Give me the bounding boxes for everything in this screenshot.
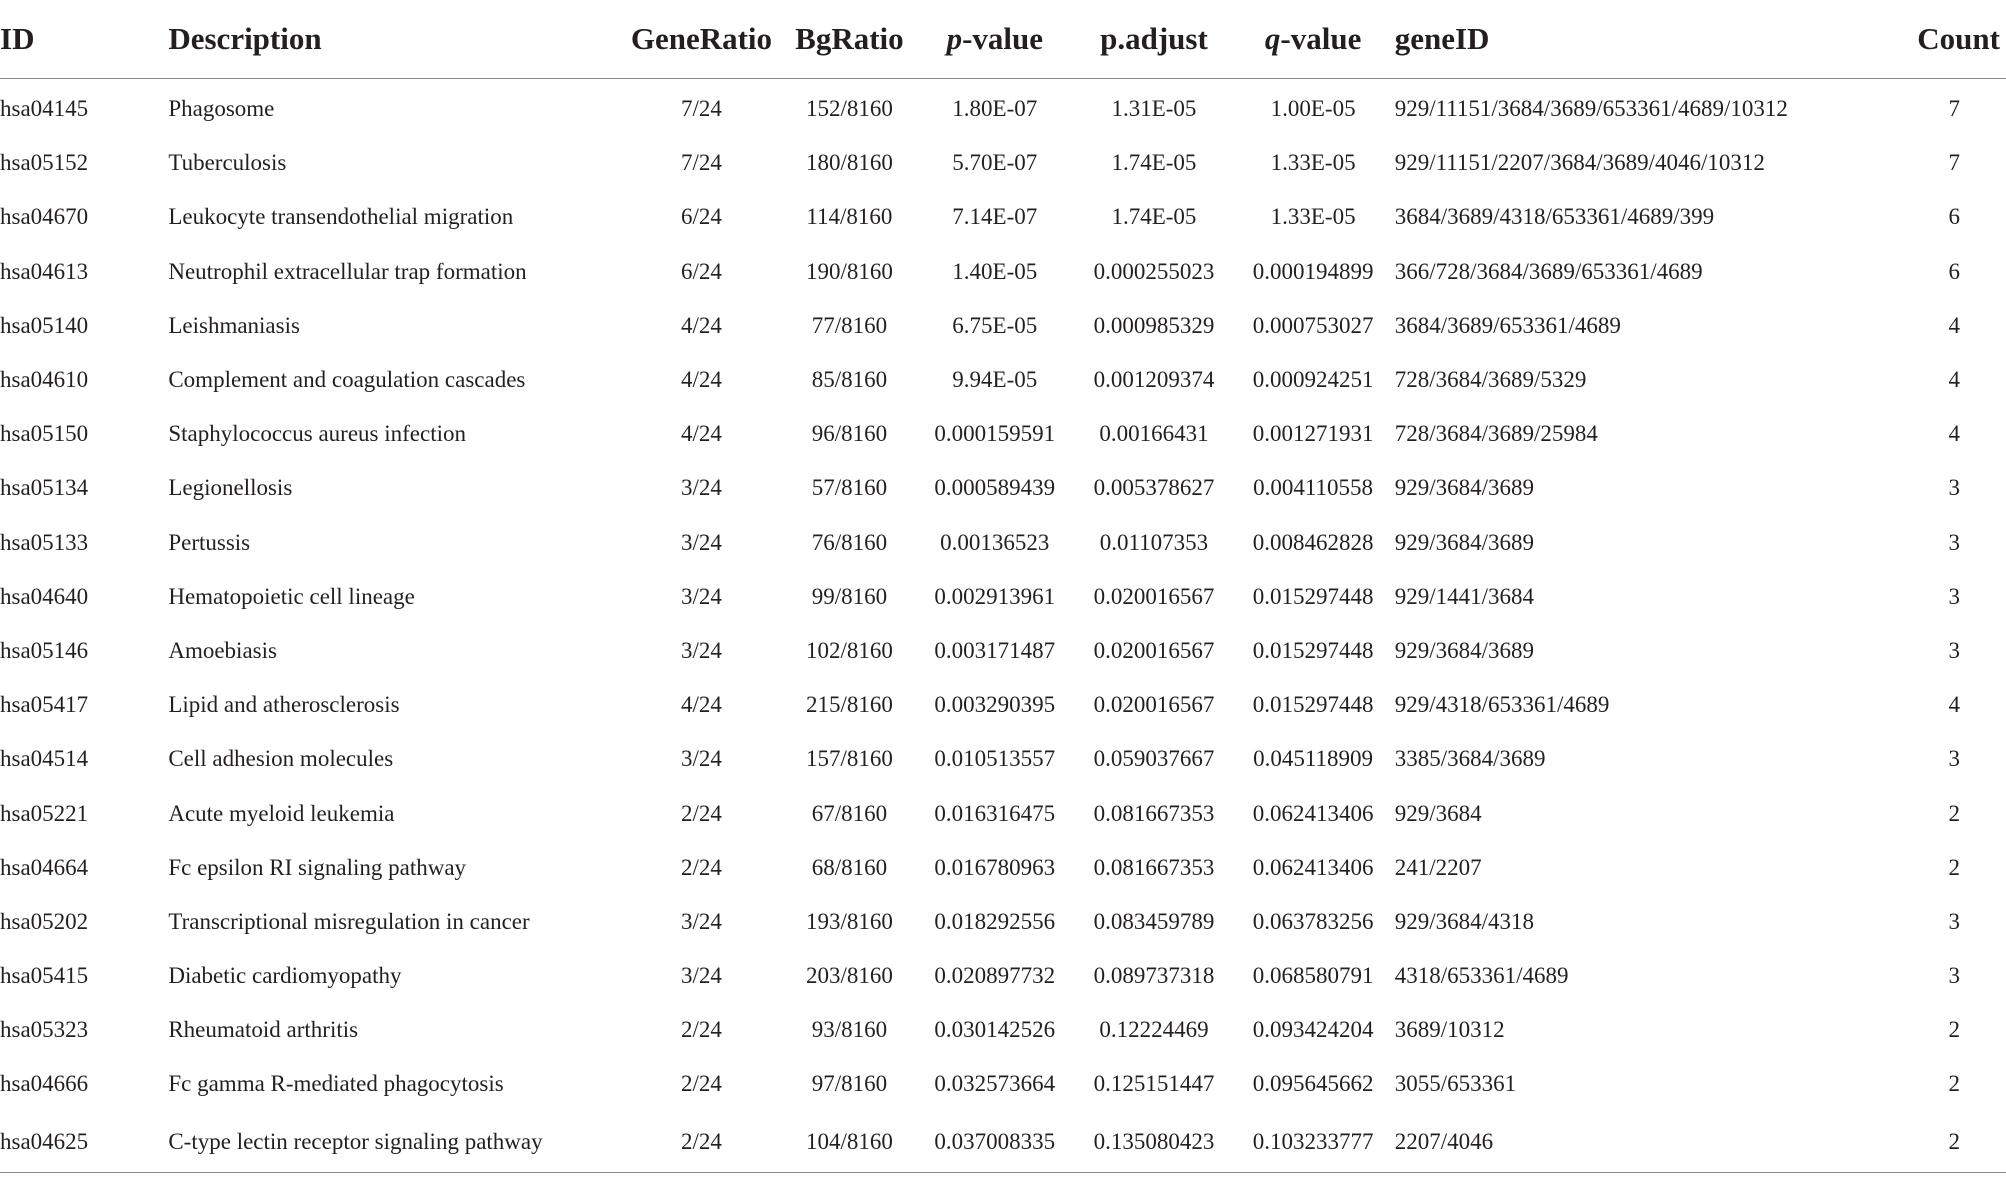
cell-p-adjust: 0.135080423 [1076, 1112, 1231, 1173]
cell-q-value: 0.093424204 [1252, 1017, 1374, 1043]
cell-p-value: 0.020897732 [934, 963, 1056, 989]
cell-p-adjust: 0.01107353 [1099, 529, 1209, 555]
cell-id: hsa05140 [0, 312, 89, 338]
cell-count: 3 [1948, 637, 1960, 663]
cell-count: 4 [1948, 692, 1960, 718]
cell-gene-id: 4318/653361/4689 [1394, 963, 1569, 989]
cell-bg-ratio: 67/8160 [811, 800, 888, 826]
table-row [0, 190, 2006, 244]
cell-p-adjust: 0.081667353 [1093, 854, 1215, 880]
header-gene-id: geneID [1395, 0, 1879, 79]
cell-p-value: 0.000589439 [934, 475, 1056, 501]
cell-p-adjust: 0.125151447 [1093, 1071, 1215, 1097]
cell-id: hsa04640 [0, 583, 89, 609]
cell-bg-ratio: 96/8160 [811, 421, 888, 447]
table-body [0, 79, 2006, 1173]
cell-count: 3 [1948, 529, 1960, 555]
cell-description: Hematopoietic cell lineage [168, 583, 415, 609]
cell-description: Cell adhesion molecules [168, 746, 394, 772]
cell-description: Pertussis [168, 529, 251, 555]
cell-count: 7 [1948, 150, 1960, 176]
header-q-value-rest: -value [1280, 21, 1362, 56]
cell-gene-id: 3055/653361 [1394, 1071, 1517, 1097]
cell-description: Complement and coagulation cascades [168, 367, 526, 393]
cell-p-adjust: 1.74E-05 [1111, 204, 1197, 230]
cell-id: hsa04664 [0, 854, 89, 880]
cell-bg-ratio: 203/8160 [805, 963, 893, 989]
cell-description: Leishmaniasis [168, 312, 300, 338]
cell-description: Fc gamma R-mediated phagocytosis [168, 1071, 504, 1097]
cell-q-value: 0.103233777 [1231, 1112, 1394, 1173]
cell-p-adjust: 0.083459789 [1093, 908, 1215, 934]
cell-count: 4 [1948, 312, 1960, 338]
cell-gene-ratio: 3/24 [681, 583, 722, 609]
cell-p-value: 0.018292556 [934, 908, 1056, 934]
cell-q-value: 0.004110558 [1253, 475, 1374, 501]
cell-bg-ratio: 68/8160 [811, 854, 888, 880]
cell-description: Staphylococcus aureus infection [168, 421, 466, 447]
cell-q-value: 0.015297448 [1252, 637, 1374, 663]
cell-gene-ratio: 2/24 [681, 1017, 722, 1043]
table-row [0, 79, 2006, 137]
cell-q-value: 0.062413406 [1252, 854, 1374, 880]
cell-bg-ratio: 85/8160 [811, 367, 888, 393]
cell-gene-id: 929/3684/3689 [1394, 475, 1535, 501]
cell-bg-ratio: 104/8160 [786, 1112, 914, 1173]
cell-description: Rheumatoid arthritis [168, 1017, 359, 1043]
cell-gene-id: 929/11151/3684/3689/653361/4689/10312 [1394, 96, 1788, 122]
cell-bg-ratio: 93/8160 [811, 1017, 888, 1043]
cell-bg-ratio: 76/8160 [811, 529, 888, 555]
cell-count: 3 [1948, 963, 1960, 989]
cell-id: hsa05133 [0, 529, 89, 555]
cell-p-value: 0.003171487 [934, 637, 1056, 663]
cell-bg-ratio: 102/8160 [805, 637, 893, 663]
cell-p-adjust: 0.089737318 [1093, 963, 1215, 989]
cell-id: hsa05323 [0, 1017, 89, 1043]
cell-p-value: 0.016316475 [934, 800, 1056, 826]
header-gene-ratio: GeneRatio [617, 0, 785, 79]
cell-id: hsa04670 [0, 204, 89, 230]
cell-p-adjust: 0.020016567 [1093, 692, 1215, 718]
cell-bg-ratio: 193/8160 [805, 908, 893, 934]
cell-p-value: 5.70E-07 [952, 150, 1038, 176]
cell-count: 7 [1948, 96, 1960, 122]
cell-gene-id: 728/3684/3689/5329 [1394, 367, 1587, 393]
cell-bg-ratio: 157/8160 [805, 746, 893, 772]
cell-gene-ratio: 6/24 [681, 204, 722, 230]
cell-p-value: 7.14E-07 [952, 204, 1038, 230]
cell-description: Amoebiasis [168, 637, 277, 663]
cell-gene-id: 929/4318/653361/4689 [1394, 692, 1610, 718]
cell-gene-id: 929/3684 [1394, 800, 1482, 826]
cell-id: hsa05415 [0, 963, 89, 989]
cell-gene-id: 728/3684/3689/25984 [1394, 421, 1598, 447]
cell-bg-ratio: 114/8160 [806, 204, 893, 230]
cell-p-value: 0.002913961 [934, 583, 1056, 609]
header-q-value [1231, 0, 1394, 79]
table-row [0, 461, 2006, 515]
cell-bg-ratio: 97/8160 [811, 1071, 888, 1097]
cell-gene-ratio: 7/24 [681, 96, 722, 122]
cell-id: hsa05417 [0, 692, 89, 718]
cell-id: hsa05134 [0, 475, 89, 501]
header-description: Description [168, 0, 617, 79]
cell-description: Fc epsilon RI signaling pathway [168, 854, 467, 880]
cell-q-value: 0.095645662 [1252, 1071, 1374, 1097]
table-row [0, 516, 2006, 570]
cell-gene-ratio: 3/24 [681, 963, 722, 989]
header-bg-ratio: BgRatio [786, 0, 914, 79]
cell-id: hsa05150 [0, 421, 89, 447]
cell-count: 6 [1948, 258, 1960, 284]
cell-bg-ratio: 77/8160 [811, 312, 888, 338]
cell-description: Legionellosis [168, 475, 293, 501]
table-row [0, 949, 2006, 1003]
cell-id: hsa04145 [0, 96, 89, 122]
header-q-value-italic: q [1264, 21, 1281, 56]
cell-gene-ratio: 6/24 [681, 258, 722, 284]
cell-q-value: 0.063783256 [1252, 908, 1374, 934]
cell-gene-ratio: 2/24 [617, 1112, 785, 1173]
cell-description: Tuberculosis [168, 150, 287, 176]
cell-q-value: 0.000753027 [1252, 312, 1374, 338]
cell-gene-ratio: 4/24 [681, 692, 722, 718]
table-row [0, 299, 2006, 353]
cell-p-value: 1.80E-07 [952, 96, 1038, 122]
cell-p-value: 6.75E-05 [952, 312, 1038, 338]
cell-count: 6 [1948, 204, 1960, 230]
cell-gene-id: 929/3684/4318 [1394, 908, 1535, 934]
cell-q-value: 0.015297448 [1252, 692, 1374, 718]
header-p-value [913, 0, 1076, 79]
cell-p-adjust: 0.12224469 [1099, 1017, 1209, 1043]
cell-p-value: 0.003290395 [934, 692, 1056, 718]
table-row [0, 841, 2006, 895]
cell-q-value: 0.045118909 [1253, 746, 1374, 772]
table-row [0, 786, 2006, 840]
cell-p-value: 1.40E-05 [952, 258, 1038, 284]
table-row [0, 136, 2006, 190]
cell-gene-id: 241/2207 [1394, 854, 1482, 880]
cell-gene-id: 3689/10312 [1394, 1017, 1505, 1043]
cell-gene-id: 366/728/3684/3689/653361/4689 [1394, 258, 1703, 284]
cell-q-value: 1.33E-05 [1270, 204, 1356, 230]
header-count: Count [1878, 0, 2006, 79]
cell-gene-id: 929/3684/3689 [1394, 637, 1535, 663]
cell-count: 2 [1948, 1071, 1960, 1097]
cell-gene-id: 2207/4046 [1395, 1112, 1879, 1173]
cell-gene-id: 3684/3689/653361/4689 [1394, 312, 1621, 338]
cell-q-value: 0.008462828 [1252, 529, 1374, 555]
header-row [0, 0, 2006, 79]
cell-gene-ratio: 3/24 [681, 637, 722, 663]
cell-gene-id: 929/1441/3684 [1394, 583, 1535, 609]
cell-description: Neutrophil extracellular trap formation [168, 258, 527, 284]
cell-count: 2 [1948, 1017, 1960, 1043]
cell-description: Leukocyte transendothelial migration [168, 204, 514, 230]
cell-p-adjust: 0.000255023 [1093, 258, 1215, 284]
cell-p-value: 0.016780963 [934, 854, 1056, 880]
cell-bg-ratio: 99/8160 [811, 583, 888, 609]
cell-gene-id: 3385/3684/3689 [1394, 746, 1546, 772]
table-row [0, 1003, 2006, 1057]
cell-p-adjust: 0.020016567 [1093, 637, 1215, 663]
cell-id: hsa04666 [0, 1071, 89, 1097]
cell-p-adjust: 0.081667353 [1093, 800, 1215, 826]
cell-p-value: 0.032573664 [934, 1071, 1056, 1097]
cell-description: Lipid and atherosclerosis [168, 692, 400, 718]
cell-id: hsa05202 [0, 908, 89, 934]
cell-description: Transcriptional misregulation in cancer [168, 908, 530, 934]
cell-id: hsa04613 [0, 258, 89, 284]
cell-count: 3 [1948, 475, 1960, 501]
cell-description: Acute myeloid leukemia [168, 800, 395, 826]
cell-p-value: 0.030142526 [934, 1017, 1056, 1043]
cell-count: 4 [1948, 367, 1960, 393]
header-p-value-rest: -value [962, 21, 1043, 56]
cell-p-value: 9.94E-05 [952, 367, 1038, 393]
cell-id: hsa04625 [0, 1112, 168, 1173]
table-row [0, 678, 2006, 732]
cell-id: hsa04514 [0, 746, 89, 772]
table-row [0, 245, 2006, 299]
cell-description: Phagosome [168, 96, 275, 122]
header-p-value-italic: p [946, 21, 963, 56]
cell-gene-id: 929/11151/2207/3684/3689/4046/10312 [1394, 150, 1765, 176]
cell-p-value: 0.00136523 [940, 529, 1050, 555]
cell-gene-ratio: 2/24 [681, 800, 722, 826]
table-row [0, 624, 2006, 678]
cell-bg-ratio: 57/8160 [811, 475, 888, 501]
cell-p-adjust: 0.000985329 [1093, 312, 1215, 338]
cell-description: C-type lectin receptor signaling pathway [168, 1112, 617, 1173]
cell-count: 4 [1948, 421, 1960, 447]
table-row [0, 1057, 2006, 1111]
cell-gene-ratio: 3/24 [681, 746, 722, 772]
table-row [0, 570, 2006, 624]
cell-description: Diabetic cardiomyopathy [168, 963, 402, 989]
cell-p-value: 0.000159591 [934, 421, 1056, 447]
cell-gene-ratio: 7/24 [681, 150, 722, 176]
cell-gene-ratio: 3/24 [681, 475, 722, 501]
cell-q-value: 1.00E-05 [1270, 96, 1356, 122]
table-row [0, 407, 2006, 461]
cell-id: hsa05146 [0, 637, 89, 663]
cell-gene-ratio: 4/24 [681, 421, 722, 447]
cell-bg-ratio: 180/8160 [805, 150, 893, 176]
cell-gene-id: 929/3684/3689 [1394, 529, 1535, 555]
cell-count: 2 [1948, 854, 1960, 880]
table-row [0, 732, 2006, 786]
table-row [0, 1112, 2006, 1173]
cell-bg-ratio: 152/8160 [805, 96, 893, 122]
cell-gene-ratio: 4/24 [681, 367, 722, 393]
cell-q-value: 0.000194899 [1252, 258, 1374, 284]
cell-p-adjust: 0.020016567 [1093, 583, 1215, 609]
table-row [0, 353, 2006, 407]
cell-p-value: 0.037008335 [913, 1112, 1076, 1173]
cell-bg-ratio: 190/8160 [805, 258, 893, 284]
cell-id: hsa04610 [0, 367, 89, 393]
cell-q-value: 0.000924251 [1252, 367, 1374, 393]
cell-p-adjust: 0.059037667 [1093, 746, 1215, 772]
cell-gene-id: 3684/3689/4318/653361/4689/399 [1394, 204, 1715, 230]
cell-p-adjust: 1.31E-05 [1111, 96, 1197, 122]
cell-gene-ratio: 2/24 [681, 854, 722, 880]
cell-q-value: 0.068580791 [1252, 963, 1374, 989]
cell-count: 3 [1948, 583, 1960, 609]
cell-p-value: 0.010513557 [934, 746, 1056, 772]
cell-p-adjust: 0.00166431 [1099, 421, 1209, 447]
cell-gene-ratio: 3/24 [681, 908, 722, 934]
cell-bg-ratio: 215/8160 [805, 692, 893, 718]
cell-gene-ratio: 3/24 [681, 529, 722, 555]
table-row [0, 895, 2006, 949]
header-p-adjust: p.adjust [1076, 0, 1231, 79]
cell-p-adjust: 1.74E-05 [1111, 150, 1197, 176]
cell-p-adjust: 0.001209374 [1093, 367, 1215, 393]
cell-id: hsa05152 [0, 150, 89, 176]
header-id: ID [0, 0, 168, 79]
cell-q-value: 0.001271931 [1252, 421, 1374, 447]
cell-count: 2 [1948, 800, 1960, 826]
cell-count: 3 [1948, 908, 1960, 934]
cell-q-value: 1.33E-05 [1270, 150, 1356, 176]
cell-count: 3 [1948, 746, 1960, 772]
cell-p-adjust: 0.005378627 [1093, 475, 1215, 501]
cell-count: 2 [1878, 1112, 2006, 1173]
cell-id: hsa05221 [0, 800, 89, 826]
cell-q-value: 0.015297448 [1252, 583, 1374, 609]
cell-q-value: 0.062413406 [1252, 800, 1374, 826]
cell-gene-ratio: 2/24 [681, 1071, 722, 1097]
cell-gene-ratio: 4/24 [681, 312, 722, 338]
